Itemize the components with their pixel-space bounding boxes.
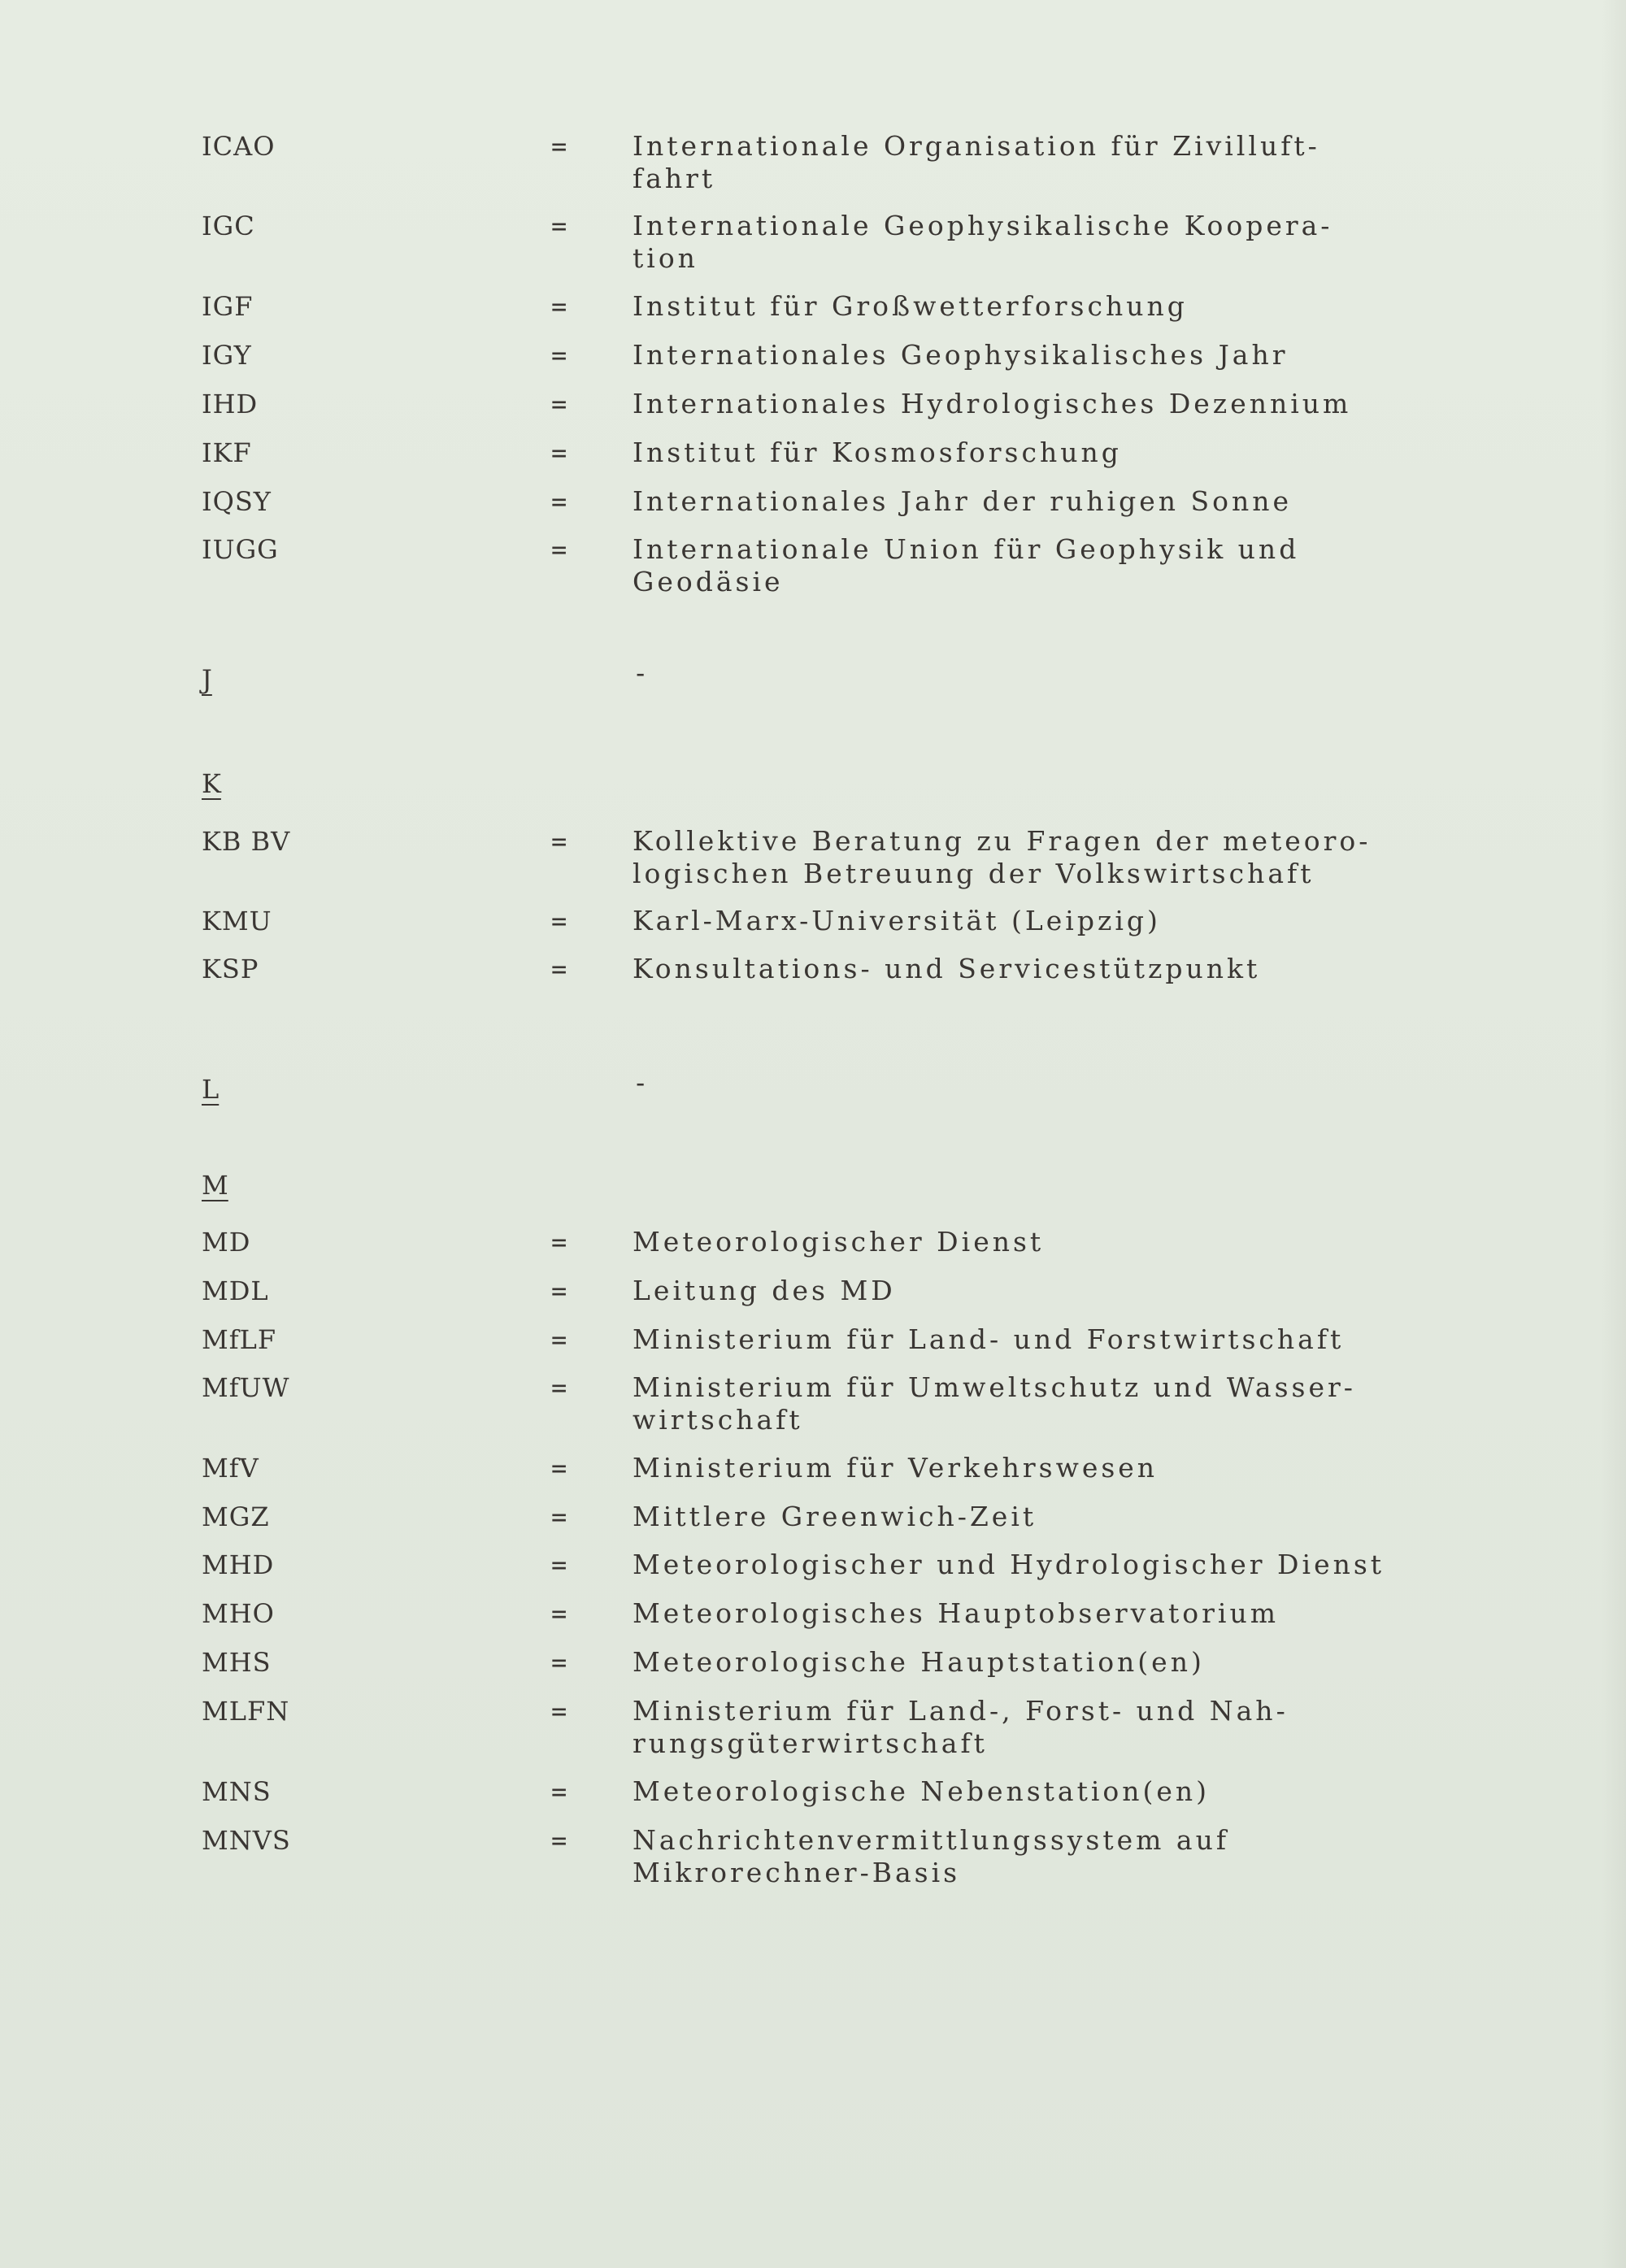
definition-line: Meteorologischer Dienst [633, 1226, 1045, 1258]
abbreviation: IHD [202, 389, 259, 419]
definition-line: Geodäsie [633, 566, 784, 597]
definition-line: Meteorologischer und Hydrologischer Dienst [633, 1549, 1385, 1580]
equals-sign: = [551, 1501, 567, 1532]
definition-line: Internationale Union für Geophysik und [633, 533, 1300, 565]
definition-line: tion [633, 242, 698, 274]
definition [633, 825, 1494, 890]
abbreviation: ICAO [202, 131, 276, 162]
page-edge-shadow [1602, 0, 1626, 2268]
definition [633, 1646, 1494, 1679]
equals-sign: = [551, 1324, 567, 1355]
definition-line: Nachrichtenvermittlungssystem auf [633, 1824, 1230, 1856]
definition-line: Leitung des MD [633, 1275, 896, 1306]
abbreviation: MLFN [202, 1696, 290, 1727]
definition-line: Meteorologische Hauptstation(en) [633, 1646, 1205, 1678]
abbreviation: MD [202, 1227, 251, 1258]
equals-sign: = [551, 291, 567, 322]
definition [633, 1775, 1494, 1808]
abbreviation: IQSY [202, 486, 272, 517]
equals-sign: = [551, 1372, 567, 1403]
equals-sign: = [551, 340, 567, 371]
section-letter-m: M [202, 1170, 228, 1201]
definition [633, 1226, 1494, 1258]
equals-sign: = [551, 826, 567, 857]
equals-sign: = [551, 486, 567, 517]
definition-line: Ministerium für Verkehrswesen [633, 1452, 1159, 1484]
abbreviation: MNVS [202, 1825, 291, 1856]
abbreviation: MHO [202, 1598, 275, 1629]
definition-line: Internationales Jahr der ruhigen Sonne [633, 485, 1292, 517]
section-empty-dash: - [633, 658, 649, 689]
abbreviation: IGF [202, 291, 254, 322]
definition [633, 1501, 1494, 1533]
definition-line: Internationale Geophysikalische Koopera- [633, 210, 1333, 241]
abbreviation: KSP [202, 954, 259, 984]
equals-sign: = [551, 1825, 567, 1856]
definition [633, 388, 1494, 420]
definition-line: Kollektive Beratung zu Fragen der meteoro- [633, 825, 1372, 857]
definition [633, 485, 1494, 518]
definition-line: wirtschaft [633, 1404, 803, 1436]
definition [633, 339, 1494, 371]
equals-sign: = [551, 1776, 567, 1807]
equals-sign: = [551, 1275, 567, 1306]
definition [633, 210, 1494, 275]
section-letter-l: L [202, 1074, 220, 1105]
abbreviation: MHD [202, 1549, 275, 1580]
equals-sign: = [551, 906, 567, 936]
definition [633, 1323, 1494, 1356]
definition [633, 1371, 1494, 1436]
definition [633, 290, 1494, 323]
definition-line: Ministerium für Land- und Forstwirtschaft [633, 1323, 1345, 1355]
definition-line: Institut für Großwetterforschung [633, 290, 1188, 322]
abbreviation: IUGG [202, 534, 279, 565]
abbreviation: IGC [202, 211, 255, 241]
equals-sign: = [551, 1696, 567, 1727]
definition-line: Mittlere Greenwich-Zeit [633, 1501, 1037, 1532]
section-empty-dash: - [633, 1067, 649, 1098]
definition [633, 1695, 1494, 1760]
equals-sign: = [551, 534, 567, 565]
definition [633, 953, 1494, 985]
section-letter-k: K [202, 768, 221, 799]
equals-sign: = [551, 1549, 567, 1580]
equals-sign: = [551, 1647, 567, 1678]
equals-sign: = [551, 131, 567, 162]
definition-line: Internationales Hydrologisches Dezennium [633, 388, 1352, 419]
definition-line: logischen Betreuung der Volkswirtschaft [633, 858, 1315, 889]
equals-sign: = [551, 211, 567, 241]
definition-line: Ministerium für Umweltschutz und Wasser- [633, 1371, 1356, 1403]
abbreviation: MGZ [202, 1501, 270, 1532]
abbreviation: MfLF [202, 1324, 277, 1355]
abbreviation: KMU [202, 906, 272, 936]
definition-line: Ministerium für Land-, Forst- und Nah- [633, 1695, 1289, 1727]
equals-sign: = [551, 389, 567, 419]
equals-sign: = [551, 437, 567, 468]
definition [633, 130, 1494, 195]
definition [633, 905, 1494, 937]
definition-line: Internationale Organisation für Zivilluft- [633, 130, 1320, 162]
definition [633, 1275, 1494, 1307]
definition-line: Meteorologische Nebenstation(en) [633, 1775, 1211, 1807]
definition [633, 1452, 1494, 1484]
definition [633, 1597, 1494, 1630]
abbreviation: MDL [202, 1275, 269, 1306]
definition [633, 437, 1494, 469]
definition-line: rungsgüterwirtschaft [633, 1727, 988, 1759]
abbreviation: MNS [202, 1776, 272, 1807]
definition [633, 533, 1494, 598]
equals-sign: = [551, 1453, 567, 1484]
definition-line: Mikrorechner-Basis [633, 1857, 961, 1888]
definition [633, 1549, 1494, 1581]
equals-sign: = [551, 954, 567, 984]
abbreviation: IGY [202, 340, 252, 371]
definition-line: fahrt [633, 163, 716, 194]
definition-line: Konsultations- und Servicestützpunkt [633, 953, 1261, 984]
definition [633, 1824, 1494, 1889]
abbreviation: MfUW [202, 1372, 290, 1403]
abbreviation: MHS [202, 1647, 272, 1678]
definition-line: Meteorologisches Hauptobservatorium [633, 1597, 1279, 1629]
definition-line: Institut für Kosmosforschung [633, 437, 1122, 468]
abbreviation: MfV [202, 1453, 259, 1484]
abbreviation: KB BV [202, 826, 291, 857]
definition-line: Internationales Geophysikalisches Jahr [633, 339, 1289, 371]
equals-sign: = [551, 1598, 567, 1629]
equals-sign: = [551, 1227, 567, 1258]
section-letter-j: J [202, 664, 212, 695]
definition-line: Karl-Marx-Universität (Leipzig) [633, 905, 1161, 936]
abbreviation: IKF [202, 437, 252, 468]
